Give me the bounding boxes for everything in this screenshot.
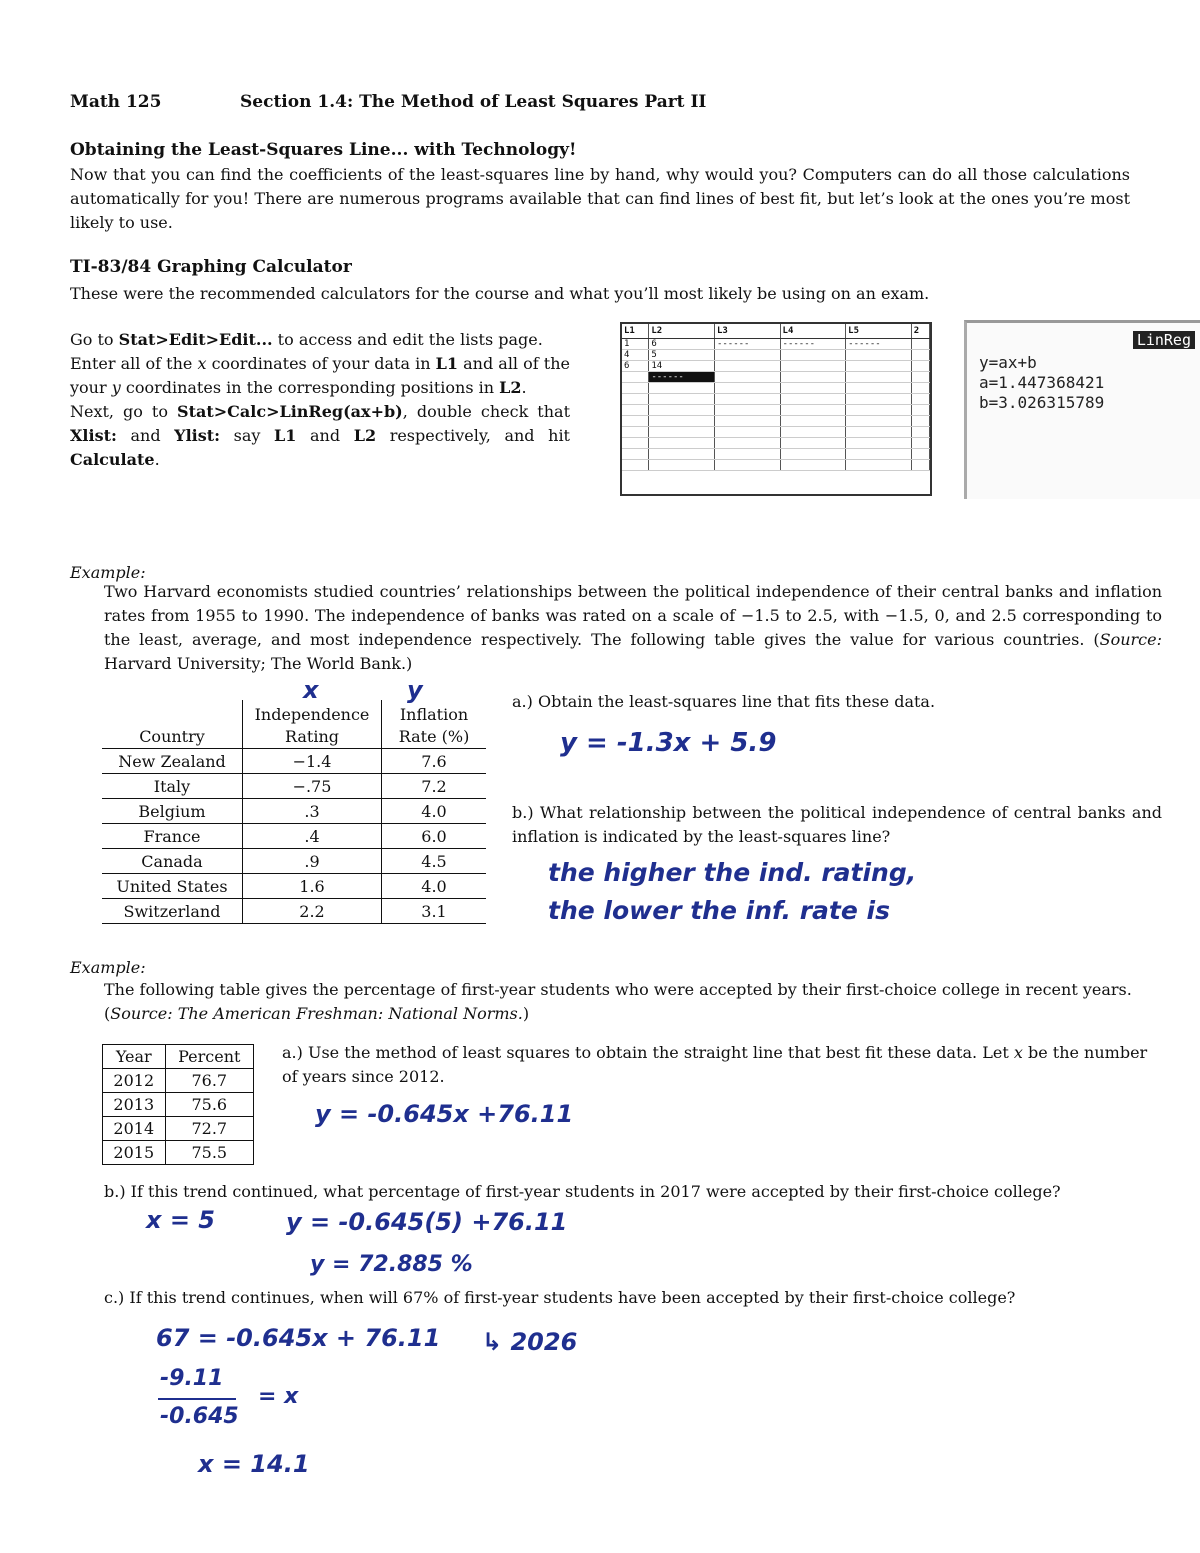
- example-2-paragraph: [104, 978, 1164, 1026]
- example-1-label: Example:: [70, 563, 146, 582]
- table-cell: 3.1: [382, 899, 487, 924]
- table-cell: 2012: [103, 1069, 166, 1093]
- text: Next, go to: [70, 402, 178, 421]
- calc-list-cell: [780, 372, 846, 383]
- calc-list-cell: [911, 438, 929, 449]
- table-row: [103, 1117, 254, 1141]
- calc-list-cell: [846, 460, 912, 471]
- text: Two Harvard economists studied countries’ relationships between the political independence of their central banks and inflation rates from 1955 to 1990. The independence of banks was rated on a scale of −1.5 to 2.5, with −1.5, 0, and 2.5 corresponding to the least, average, and most independence respectively. The following table gives the value for various countries. (: [104, 582, 1162, 649]
- calc-list-cell: 1: [622, 339, 649, 350]
- text: and: [296, 426, 354, 445]
- calc-list-cell: [780, 460, 846, 471]
- table-cell: .3: [243, 799, 382, 824]
- table-row: [103, 1141, 254, 1165]
- handwritten-answer: the higher the ind. rating,: [548, 858, 917, 887]
- calc-list-cell: [780, 438, 846, 449]
- handwritten-x-mark: x: [303, 676, 319, 704]
- table-cell: 7.6: [382, 749, 487, 774]
- table-row: [102, 849, 486, 874]
- text: .: [521, 378, 527, 397]
- ti-heading: TI-83/84 Graphing Calculator: [70, 257, 352, 277]
- calc-list-header: L1: [622, 324, 649, 339]
- text: and: [116, 426, 175, 445]
- linreg-title: LinReg: [1133, 331, 1195, 349]
- col-country: Country: [102, 700, 243, 749]
- calc-list-cell: [714, 383, 780, 394]
- calc-list-row: [622, 383, 930, 394]
- example-1-question-a: a.) Obtain the least-squares line that fits these data.: [512, 692, 936, 711]
- calc-list-cell: ------: [714, 339, 780, 350]
- xlist-label: Xlist:: [70, 426, 117, 445]
- calc-list-cell: [846, 361, 912, 372]
- ti-step-3: [70, 400, 570, 472]
- table-cell: .4: [243, 824, 382, 849]
- calc-list-cell: [911, 427, 929, 438]
- table-row: [103, 1069, 254, 1093]
- calc-list-cell: [649, 438, 715, 449]
- table-cell: 1.6: [243, 874, 382, 899]
- calc-list-cell: [649, 383, 715, 394]
- calc-list-cell: [780, 449, 846, 460]
- example-2-question-b: b.) If this trend continued, what percentage of first-year students in 2017 were accepted by their first-choice college?: [104, 1182, 1061, 1201]
- calc-list-header: L5: [846, 324, 912, 339]
- calc-list-row: [622, 405, 930, 416]
- calc-list-header: 2: [911, 324, 929, 339]
- table-row: [102, 874, 486, 899]
- calc-list-cell: [649, 405, 715, 416]
- example-2-question-a: [282, 1041, 1160, 1089]
- table-body: [103, 1069, 254, 1165]
- calc-list-cell: [780, 350, 846, 361]
- calc-list-cell: [649, 394, 715, 405]
- table-cell: Belgium: [102, 799, 243, 824]
- text: ): [522, 1004, 530, 1023]
- calc-list-cell: [846, 372, 912, 383]
- calc-list-cell: [911, 361, 929, 372]
- calc-list-cell: [911, 383, 929, 394]
- ylist-label: Ylist:: [174, 426, 221, 445]
- var-x: x: [1013, 1043, 1023, 1062]
- calc-list-cell: 6: [622, 361, 649, 372]
- calc-list-cell: [714, 350, 780, 361]
- calc-list-cell: [714, 361, 780, 372]
- calc-list-cell: 14: [649, 361, 715, 372]
- text: The following table gives the percentage of first-year students who were accepted by their first-choice college in recent years. (: [104, 980, 1132, 1023]
- calc-list-cell: [780, 383, 846, 394]
- calc-list-cell: [714, 416, 780, 427]
- text: say: [220, 426, 275, 445]
- table-body: [102, 749, 486, 924]
- intro-heading: Obtaining the Least-Squares Line... with Technology!: [70, 140, 577, 160]
- table-cell: .9: [243, 849, 382, 874]
- handwritten-answer: y = 72.885 %: [310, 1252, 473, 1277]
- text: , double check that: [402, 402, 571, 421]
- example-2-label: Example:: [70, 958, 146, 977]
- calc-list-cell: ------: [780, 339, 846, 350]
- handwritten-answer: y = -0.645x +76.11: [315, 1100, 574, 1128]
- handwritten-answer: y = -0.645(5) +76.11: [286, 1208, 568, 1236]
- calc-list-row: [622, 394, 930, 405]
- calc-list-cell: [622, 427, 649, 438]
- menu-path: Stat>Calc>LinReg(ax+b): [177, 402, 403, 421]
- calc-list-header: L4: [780, 324, 846, 339]
- calc-list-cell: [846, 394, 912, 405]
- handwritten-y-mark: y: [407, 676, 423, 704]
- table-cell: 2014: [103, 1117, 166, 1141]
- calculator-lists-screen: [620, 322, 932, 496]
- table-cell: −1.4: [243, 749, 382, 774]
- calc-list-cell: [622, 394, 649, 405]
- text: Rating: [284, 727, 340, 746]
- var-x: x: [197, 354, 207, 373]
- calc-list-cell: [780, 405, 846, 416]
- calc-list-row: [622, 427, 930, 438]
- handwritten-answer: ↳ 2026: [482, 1328, 578, 1356]
- table-cell: 75.6: [165, 1093, 253, 1117]
- calc-list-cell: [911, 405, 929, 416]
- calc-list-cell: [780, 427, 846, 438]
- calc-list-row: [622, 438, 930, 449]
- course-title: Math 125: [70, 92, 162, 112]
- calc-list-row: [622, 361, 930, 372]
- calc-list-cell: [649, 427, 715, 438]
- table-cell: 6.0: [382, 824, 487, 849]
- text: Harvard University; The World Bank.): [104, 654, 413, 673]
- linreg-output: [979, 353, 1104, 413]
- col-independence: [243, 700, 382, 749]
- intro-paragraph: Now that you can find the coefficients of the least-squares line by hand, why would you? Computers can do all those calculations automatically for you! There are numerous programs available that can find lines of best fit, but let’s look at the ones you’re most likely to use.: [70, 165, 1130, 232]
- calc-list-cell: [780, 416, 846, 427]
- handwritten-answer: x = 5: [146, 1206, 215, 1234]
- col-percent: Percent: [165, 1045, 253, 1069]
- ti-step-1: [70, 328, 570, 352]
- calc-list-row: [622, 416, 930, 427]
- table-header-row: [103, 1045, 254, 1069]
- calc-list-body: [622, 339, 930, 471]
- list-name: L2: [499, 378, 522, 397]
- table-cell: −.75: [243, 774, 382, 799]
- calculator-linreg-screen: [964, 320, 1200, 499]
- calc-list-cell: [911, 350, 929, 361]
- table-cell: France: [102, 824, 243, 849]
- text: coordinates in the corresponding positions in: [120, 378, 500, 397]
- col-inflation: [382, 700, 487, 749]
- example-1-paragraph: [104, 580, 1162, 676]
- calc-list-row: [622, 460, 930, 471]
- calc-list-header-row: [622, 324, 930, 339]
- list-name: L1: [274, 426, 297, 445]
- calc-list-cell: ------: [846, 339, 912, 350]
- calc-list-cell: 4: [622, 350, 649, 361]
- calc-list-cell: [622, 449, 649, 460]
- linreg-line: b=3.026315789: [979, 393, 1105, 412]
- text: Independence: [254, 705, 370, 724]
- handwritten-fraction-bar: [158, 1398, 236, 1400]
- table-cell: Canada: [102, 849, 243, 874]
- text: Rate (%): [398, 727, 470, 746]
- col-year: Year: [103, 1045, 166, 1069]
- table-cell: 76.7: [165, 1069, 253, 1093]
- text: be the number of years since 2012.: [282, 1043, 1148, 1086]
- handwritten-answer: 67 = -0.645x + 76.11: [156, 1324, 441, 1352]
- table-cell: 7.2: [382, 774, 487, 799]
- calc-list-cell: [846, 449, 912, 460]
- calc-list-cell: [622, 372, 649, 383]
- calc-list-row: [622, 350, 930, 361]
- section-title: Section 1.4: The Method of Least Squares Part II: [240, 92, 707, 112]
- menu-path: Stat>Edit>Edit...: [118, 330, 273, 349]
- calc-list-cell: [622, 460, 649, 471]
- text: coordinates of your data in: [206, 354, 436, 373]
- calc-list-row: [622, 339, 930, 350]
- calc-list-cell: [622, 416, 649, 427]
- table-row: [102, 824, 486, 849]
- calc-list-cell: [649, 460, 715, 471]
- calc-list-cell: [649, 416, 715, 427]
- table-cell: New Zealand: [102, 749, 243, 774]
- table-cell: 4.5: [382, 849, 487, 874]
- table-cell: United States: [102, 874, 243, 899]
- handwritten-numerator: -9.11: [160, 1366, 224, 1391]
- independence-inflation-table: [102, 700, 486, 924]
- calc-list-cell: [714, 449, 780, 460]
- calc-list-cell: [846, 405, 912, 416]
- calc-list-header: L2: [649, 324, 715, 339]
- calc-list-row: [622, 372, 930, 383]
- table-row: [103, 1093, 254, 1117]
- calc-list-cell: [714, 394, 780, 405]
- table-row: [102, 899, 486, 924]
- calc-list-cell: [846, 416, 912, 427]
- table-cell: 4.0: [382, 874, 487, 899]
- calc-list-cell: 5: [649, 350, 715, 361]
- table-row: [102, 774, 486, 799]
- linreg-line: a=1.447368421: [979, 373, 1105, 392]
- table-cell: Italy: [102, 774, 243, 799]
- calc-list-header: L3: [714, 324, 780, 339]
- calc-list-cell: [780, 361, 846, 372]
- table-cell: 72.7: [165, 1117, 253, 1141]
- source-label: Source:: [1099, 630, 1162, 649]
- text: Enter all of the: [70, 354, 198, 373]
- var-y: y: [111, 378, 121, 397]
- text: to access and edit the lists page.: [272, 330, 543, 349]
- calc-list-cell: [846, 383, 912, 394]
- table-row: [102, 799, 486, 824]
- calc-list-cell: [911, 372, 929, 383]
- table-cell: 2.2: [243, 899, 382, 924]
- calc-list-cell: [622, 383, 649, 394]
- calc-list-cell: [911, 394, 929, 405]
- handwritten-answer: = x: [258, 1384, 299, 1409]
- calc-list-cell: [846, 438, 912, 449]
- table-cell: 2015: [103, 1141, 166, 1165]
- calc-list-cell: [622, 438, 649, 449]
- table-cell: Switzerland: [102, 899, 243, 924]
- calc-list-cell: ------: [649, 372, 715, 383]
- table-header-row: [102, 700, 486, 749]
- calc-list-cell: [846, 350, 912, 361]
- handwritten-answer: the lower the inf. rate is: [548, 896, 890, 925]
- table-cell: 2013: [103, 1093, 166, 1117]
- ti-paragraph: These were the recommended calculators for the course and what you’ll most likely be using on an exam.: [70, 284, 930, 303]
- ti-step-2: [70, 352, 570, 400]
- calc-list-row: [622, 449, 930, 460]
- text: .: [154, 450, 160, 469]
- calc-list-cell: [622, 405, 649, 416]
- calc-list-cell: [911, 416, 929, 427]
- linreg-line: y=ax+b: [979, 353, 1037, 372]
- text: and all of the your: [70, 354, 571, 397]
- table-cell: 75.5: [165, 1141, 253, 1165]
- calc-list-cell: [714, 372, 780, 383]
- ti-steps: [70, 328, 570, 472]
- calc-list-cell: [911, 460, 929, 471]
- table-row: [102, 749, 486, 774]
- calc-list-cell: [649, 449, 715, 460]
- source-label: Source: The American Freshman: National Norms.: [110, 1004, 523, 1023]
- text: Inflation: [399, 705, 469, 724]
- list-name: L1: [435, 354, 458, 373]
- calc-list-cell: [714, 427, 780, 438]
- example-1-question-b: b.) What relationship between the political independence of central banks and inflation is indicated by the least-squares line?: [512, 803, 1162, 846]
- calc-list-cell: [714, 460, 780, 471]
- handwritten-answer: y = -1.3x + 5.9: [560, 728, 777, 758]
- calc-list-cell: [714, 438, 780, 449]
- calc-list-cell: [911, 449, 929, 460]
- calc-list-cell: [846, 427, 912, 438]
- calc-list-cell: 6: [649, 339, 715, 350]
- calc-list-cell: [714, 405, 780, 416]
- list-name: L2: [353, 426, 377, 445]
- calculate-label: Calculate: [70, 450, 155, 469]
- calc-list-cell: [780, 394, 846, 405]
- year-percent-table: [102, 1044, 254, 1165]
- table-cell: 4.0: [382, 799, 487, 824]
- text: respectively, and hit: [376, 426, 570, 445]
- handwritten-denominator: -0.645: [160, 1404, 239, 1429]
- example-2-question-c: c.) If this trend continues, when will 67% of first-year students have been accepted by their first-choice college?: [104, 1288, 1016, 1307]
- text: Go to: [70, 330, 119, 349]
- calc-list-cell: [911, 339, 929, 350]
- handwritten-answer: x = 14.1: [198, 1450, 310, 1478]
- text: a.) Use the method of least squares to obtain the straight line that best fit these data. Let: [282, 1043, 1014, 1062]
